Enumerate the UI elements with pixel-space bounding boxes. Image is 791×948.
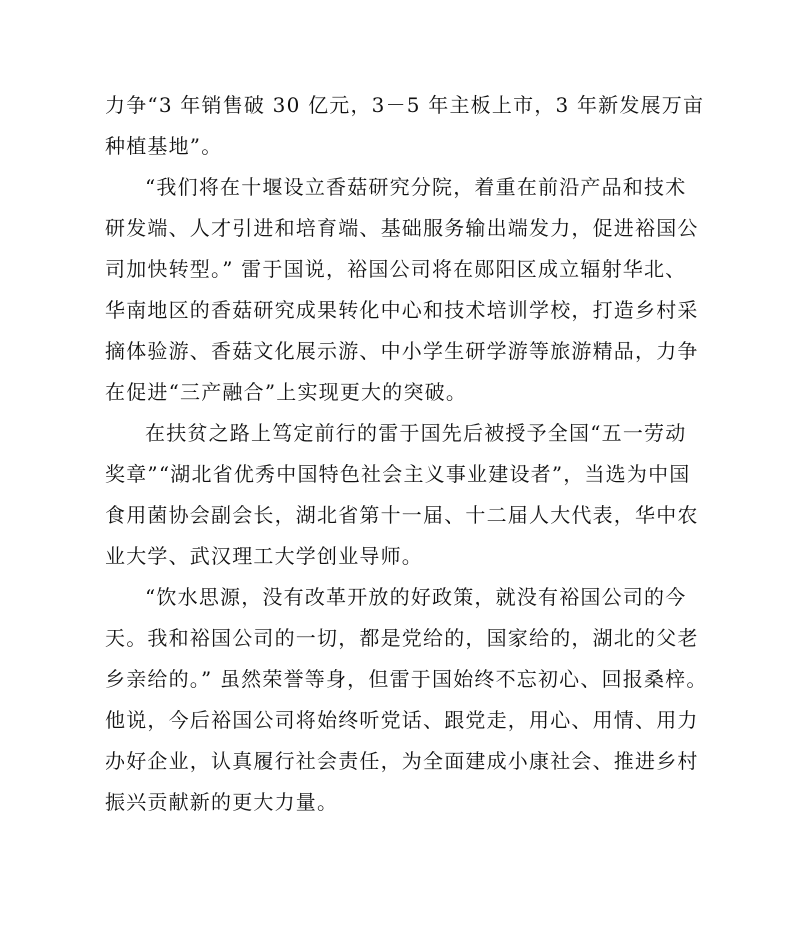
text-line: 振兴贡献新的更大力量。 — [105, 790, 339, 814]
text-line: 业大学、武汉理工大学创业导师。 — [105, 544, 423, 568]
text-line: 办好企业，认真履行社会责任，为全面建成小康社会、推进乡村 — [105, 749, 699, 773]
text-line: 奖章”“湖北省优秀中国特色社会主义事业建设者”，当选为中国 — [105, 462, 691, 486]
text-line: 司加快转型。” 雷于国说，裕国公司将在郧阳区成立辐射华北、 — [105, 257, 687, 281]
text-line: 摘体验游、香菇文化展示游、中小学生研学游等旅游精品，力争 — [105, 339, 699, 363]
text-line: 力争“3 年销售破 30 亿元，3－5 年主板上市，3 年新发展万亩 — [105, 93, 705, 117]
text-line: 华南地区的香菇研究成果转化中心和技术培训学校，打造乡村采 — [105, 298, 699, 322]
text-line: 在促进“三产融合”上实现更大的突破。 — [105, 380, 468, 404]
text-line: 乡亲给的。” 虽然荣誉等身，但雷于国始终不忘初心、回报桑梓。 — [105, 667, 708, 691]
text-line: 种植基地”。 — [105, 134, 223, 158]
paragraph-first-line: “我们将在十堰设立香菇研究分院，着重在前沿产品和技术 — [145, 175, 687, 199]
text-line: 食用菌协会副会长，湖北省第十一届、十二届人大代表，华中农 — [105, 503, 699, 527]
paragraph-first-line: “饮水思源，没有改革开放的好政策，就没有裕国公司的今 — [145, 585, 687, 609]
paragraph-first-line: 在扶贫之路上笃定前行的雷于国先后被授予全国“五一劳动 — [145, 421, 687, 445]
text-line: 研发端、人才引进和培育端、基础服务输出端发力，促进裕国公 — [105, 216, 699, 240]
text-line: 他说，今后裕国公司将始终听党话、跟党走，用心、用情、用力 — [105, 708, 699, 732]
text-line: 天。我和裕国公司的一切，都是党给的，国家给的，湖北的父老 — [105, 626, 699, 650]
